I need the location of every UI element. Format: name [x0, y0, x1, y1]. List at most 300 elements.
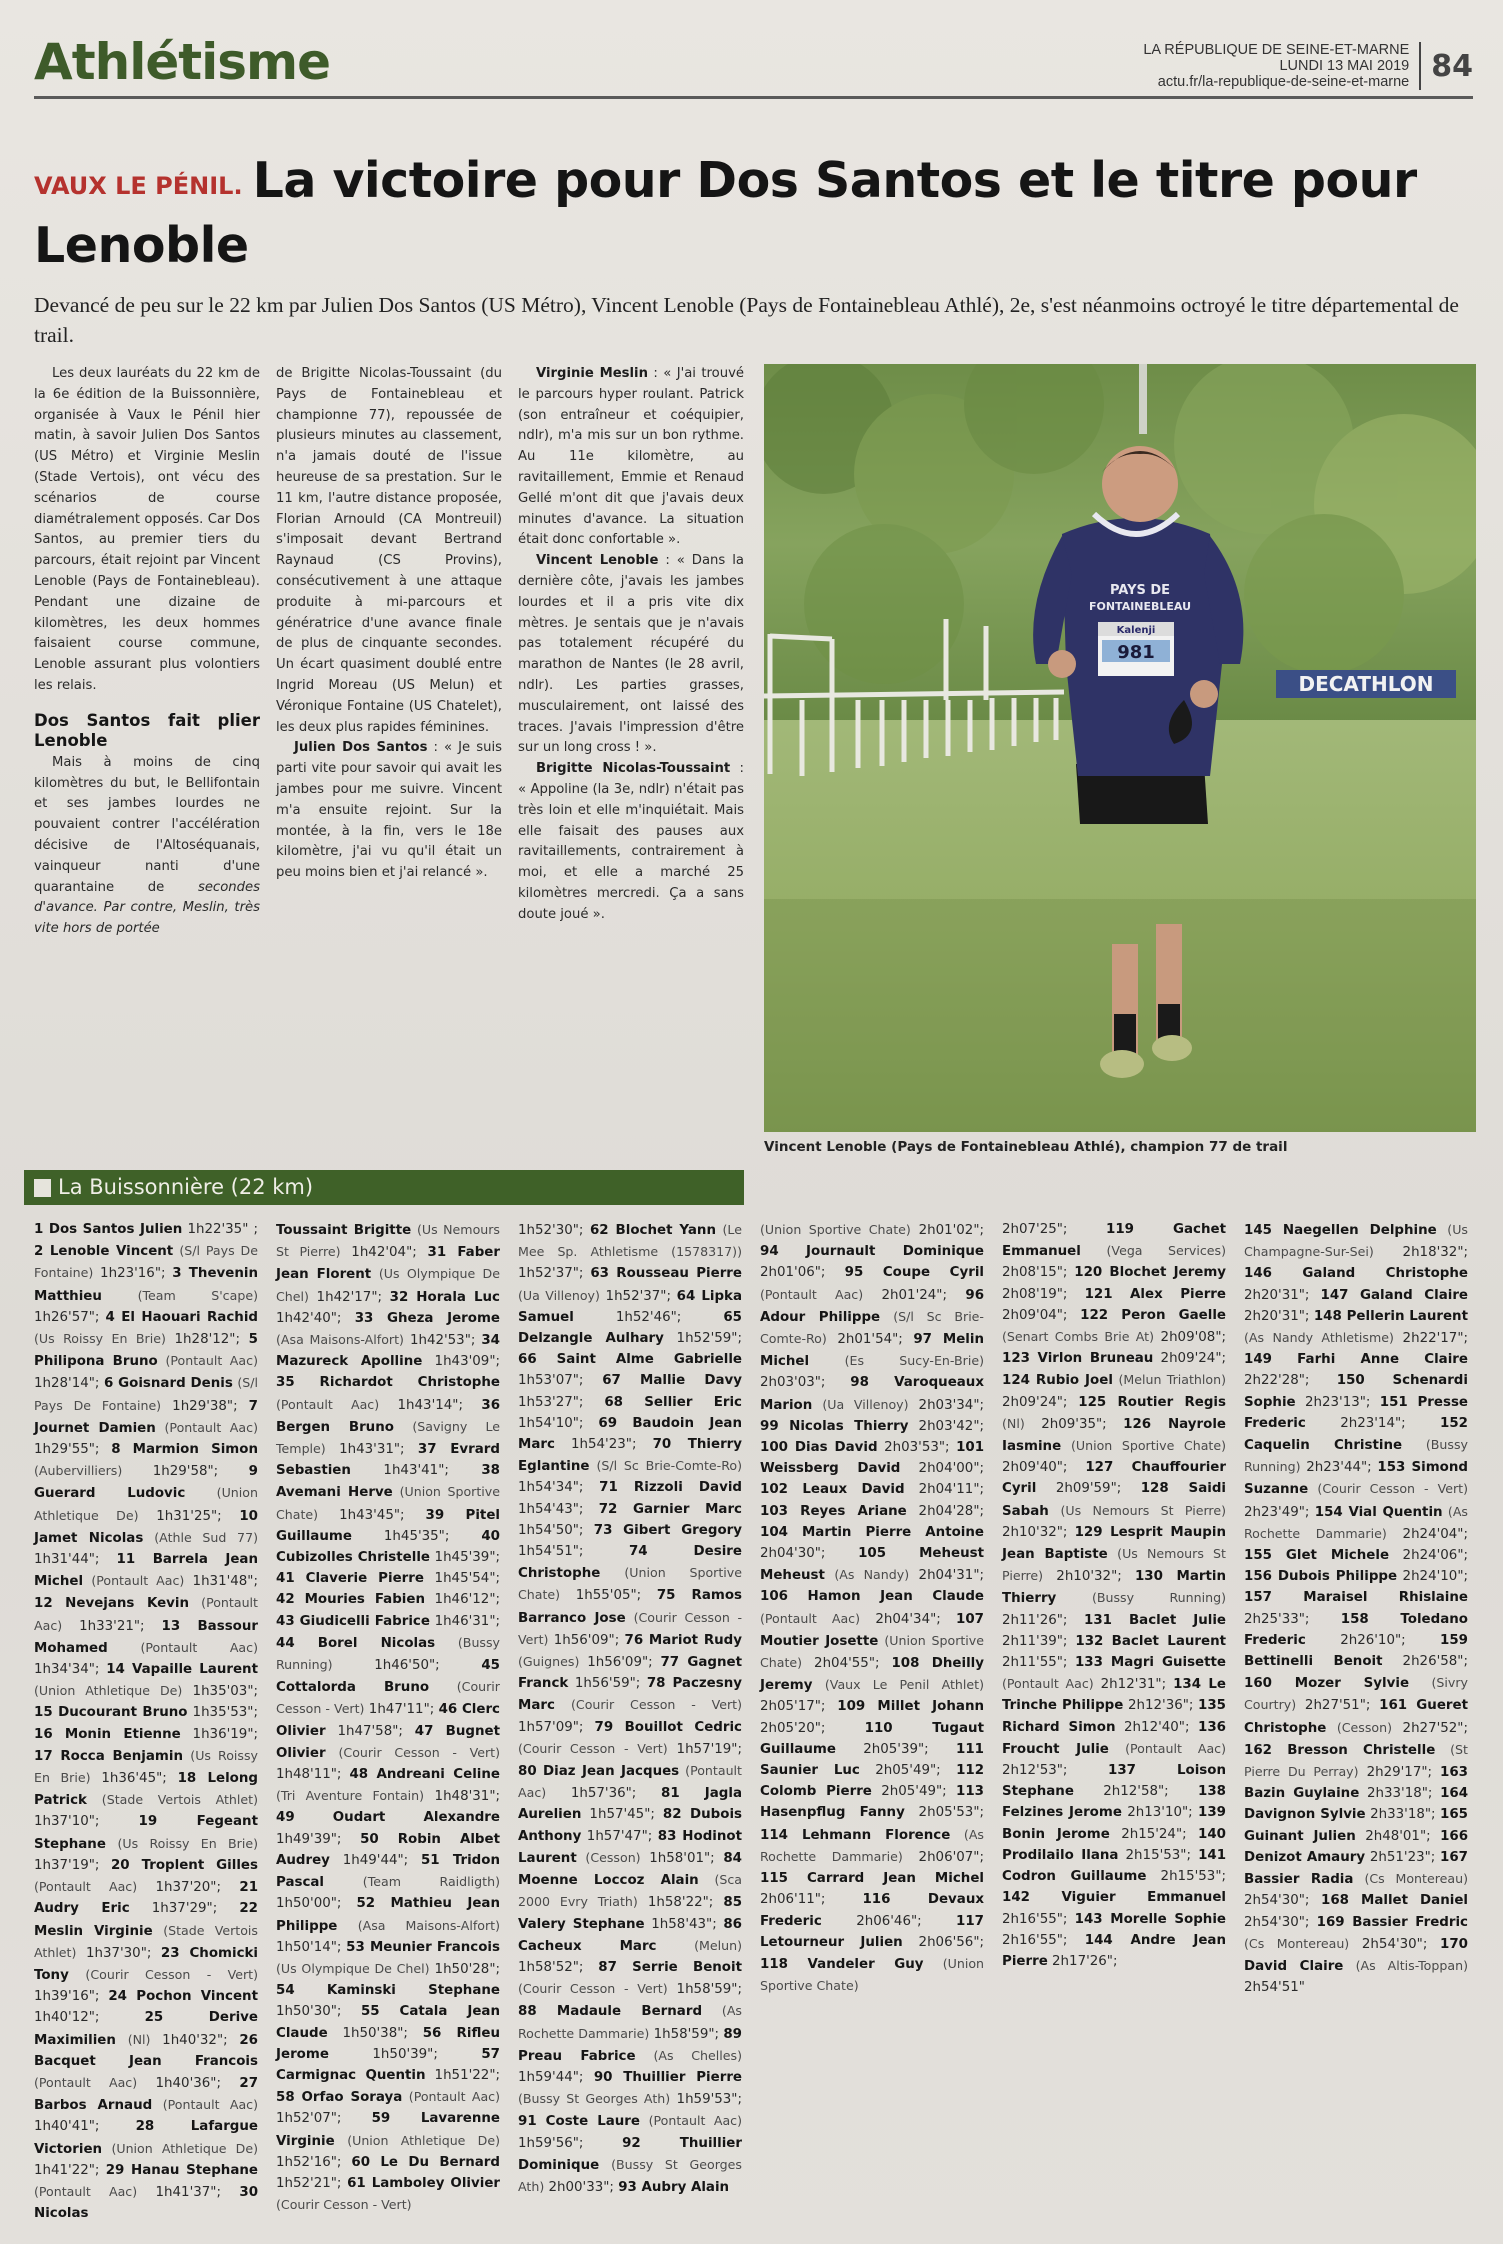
result-runner: 46 Clerc Olivier — [276, 1702, 500, 1739]
article-text-italic: secondes d'avance. Par contre, Meslin, très vite hors de portée — [34, 879, 260, 937]
article-text: Mais à moins de cinq kilomètres du but, le Bellifontain et ses jambes lourdes ne pouvaient contrer l'accélération décisive de l'Altoséquanais, vainqueur nanti d'une quarantaine de — [34, 754, 260, 895]
result-runner: 135 Richard Simon — [1002, 1698, 1226, 1735]
result-runner: 97 Melin Michel — [760, 1332, 984, 1370]
photo-illustration — [764, 364, 1476, 1132]
result-runner: 117 Letourneur Julien — [760, 1913, 984, 1950]
result-runner: 76 Mariot Rudy — [624, 1632, 742, 1648]
result-runner: 14 Vapaille Laurent — [106, 1662, 258, 1678]
result-club: (Union Athletique De) — [34, 1485, 258, 1523]
result-runner: 129 Lesprit Maupin Jean Baptiste — [1002, 1524, 1226, 1563]
publication-date: LUNDI 13 MAI 2019 — [1279, 58, 1410, 74]
result-runner: 130 Martin Thierry — [1002, 1569, 1227, 1607]
result-club: (S/l Sc Brie-Comte-Ro) — [760, 1308, 984, 1347]
result-runner: 71 Rizzoli David — [599, 1480, 742, 1496]
decathlon-banner-text: DECATHLON — [1298, 672, 1434, 696]
result-runner: 1 Dos Santos Julien — [34, 1222, 183, 1237]
result-runner: 54 Kaminski Stephane — [276, 1983, 500, 1999]
quote-text: : « Dans la dernière côte, j'avais les jambes lourdes et il a pris vite dix mètres. Je sentais que je n'avais pas totalement récupéré du marathon de Nantes (le 28 avril, ndlr). Les parties grasses, musculairement, ont laissé des traces. J'avais l'impression d'être sur un long cross ! ». — [518, 553, 744, 756]
result-runner: 11 Barrela Jean Michel — [34, 1552, 258, 1590]
result-runner: 4 El Haouari Rachid — [105, 1309, 258, 1325]
quote-paragraph — [518, 551, 744, 759]
result-runner: 102 Leaux David — [760, 1482, 905, 1498]
result-runner: 81 Jagla Aurelien — [518, 1786, 743, 1823]
bib-sponsor: Kalenji — [1116, 625, 1156, 636]
result-runner: 120 Blochet Jeremy — [1074, 1265, 1226, 1281]
standfirst: Devancé de peu sur le 22 km par Julien Dos Santos (US Métro), Vincent Lenoble (Pays de Fontainebleau Athlé), 2e, s'est néanmoins octroyé le titre départemental de trail. — [34, 293, 1459, 347]
result-runner: 128 Saidi Sabah — [1002, 1481, 1227, 1519]
publication-meta — [1143, 42, 1421, 90]
result-runner: 170 David Claire — [1244, 1936, 1468, 1974]
result-club: (Bussy St Georges Ath) — [518, 2156, 742, 2194]
result-runner: 108 Dheilly Jeremy — [760, 1656, 984, 1694]
result-runner: 84 Moenne Loccoz Alain — [518, 1850, 742, 1889]
result-runner: 69 Baudoin Jean Marc — [518, 1415, 742, 1453]
result-runner: 154 Vial Quentin — [1314, 1504, 1443, 1520]
result-club: (Sivry Courtry) — [1244, 1675, 1468, 1713]
result-runner: 111 Saunier Luc — [760, 1741, 984, 1779]
result-club: (S/l Pays De Fontaine) — [34, 1375, 258, 1413]
result-club: (Us Olympique De Chel) — [276, 1266, 500, 1304]
results-column-5: 2h07'25"; 119 Gachet Emmanuel (Vega Services) 2h08'15"; 120 Blochet Jeremy 2h08'19"; 121 Alex Pierre 2h09'04"; 122 Peron Gaelle (Senart Combs Brie At) 2h09'08"; 123 Virlon Bruneau 2h09'24"; 124 Rubio Joel (Melun Triathlon) 2h09'24"; 125 Routier Regis (Nl) 2h09'35"; 126 Nayrole Iasmine (Union Sportive Chate) 2h09'40"; 127 Chauffourier Cyril 2h09'59"; 128 Saidi Sabah (Us Nemours St Pierre) 2h10'32"; 129 Lesprit Maupin Jean Baptiste (Us Nemours St Pierre) 2h10'32"; 130 Martin Thierry (Bussy Running) 2h11'26"; 131 Baclet Julie 2h11'39"; 132 Baclet Laurent 2h11'55"; 133 Magri Guisette (Pontault Aac) 2h12'31"; 134 Le Trinche Philippe 2h12'36"; 135 Richard Simon 2h12'40"; 136 Froucht Julie (Pontault Aac) 2h12'53"; 137 Loison Stephane 2h12'58"; 138 Felzines Jerome 2h13'10"; 139 Bonin Jerome 2h15'24"; 140 Prodilailo Ilana 2h15'53"; 141 Codron Guillaume 2h15'53"; 142 Viguier Emmanuel 2h16'55"; 143 Morelle Sophie 2h16'55"; 144 Andre Jean Pierre 2h17'26"; — [1002, 1222, 1227, 1969]
page-header — [34, 34, 1473, 99]
result-runner: 74 Desire Christophe — [518, 1544, 742, 1582]
runner-photo — [764, 364, 1476, 1132]
result-club: (Cesson) — [1336, 1719, 1393, 1735]
result-runner: 124 Rubio Joel — [1002, 1373, 1113, 1389]
result-runner: 31 Faber Jean Florent — [276, 1245, 500, 1283]
result-club: (Tri Aventure Fontain) — [276, 1788, 425, 1804]
result-runner: 93 Aubry Alain — [618, 2179, 730, 2195]
result-club: (Bussy Running) — [1244, 1437, 1468, 1475]
result-runner: 159 Bettinelli Benoit — [1244, 1632, 1468, 1670]
result-runner: 149 Farhi Anne Claire — [1244, 1352, 1468, 1368]
result-club: (Pontault Aac) — [34, 2074, 138, 2090]
result-runner: 73 Gibert Gregory — [593, 1522, 742, 1538]
result-club: (As Rochette Dammarie) — [760, 1826, 984, 1864]
result-runner: 146 Galand Christophe — [1244, 1266, 1468, 1282]
result-runner: 43 Giudicelli Fabrice — [276, 1613, 430, 1629]
result-club: (Ua Villenoy) — [518, 1287, 600, 1303]
result-runner: 105 Meheust Meheust — [760, 1546, 984, 1584]
result-club: (As Nandy) — [834, 1567, 910, 1583]
result-runner: 51 Tridon Pascal — [276, 1852, 500, 1891]
result-runner: 13 Bassour Mohamed — [34, 1618, 258, 1656]
result-runner: 116 Devaux Frederic — [760, 1892, 984, 1929]
result-runner: 89 Preau Fabrice — [518, 2026, 742, 2064]
result-club: (Us Nemours St Pierre) — [1002, 1546, 1226, 1584]
article-column-3 — [518, 364, 744, 940]
results-column-1: 1 Dos Santos Julien 1h22'35" ; 2 Lenoble Vincent (S/l Pays De Fontaine) 1h23'16"; 3 Thevenin Matthieu (Team S'cape) 1h26'57"; 4 El Haouari Rachid (Us Roissy En Brie) 1h28'12"; 5 Philipona Bruno (Pontault Aac) 1h28'14"; 6 Goisnard Denis (S/l Pays De Fontaine) 1h29'38"; 7 Journet Damien (Pontault Aac) 1h29'55"; 8 Marmion Simon (Aubervilliers) 1h29'58"; 9 Guerard Ludovic (Union Athletique De) 1h31'25"; 10 Jamet Nicolas (Athle Sud 77) 1h31'44"; 11 Barrela Jean Michel (Pontault Aac) 1h31'48"; 12 Nevejans Kevin (Pontault Aac) 1h33'21"; 13 Bassour Mohamed (Pontault Aac) 1h34'34"; 14 Vapaille Laurent (Union Athletique De) 1h35'03"; 15 Ducourant Bruno 1h35'53"; 16 Monin Etienne 1h36'19"; 17 Rocca Benjamin (Us Roissy En Brie) 1h36'45"; 18 Lelong Patrick (Stade Vertois Athlet) 1h37'10"; 19 Fegeant Stephane (Us Roissy En Brie) 1h37'19"; 20 Troplent Gilles (Pontault Aac) 1h37'20"; 21 Audry Eric 1h37'29"; 22 Meslin Virginie (Stade Vertois Athlet) 1h37'30"; 23 Chomicki Tony (Courir Cesson - Vert) 1h39'16"; 24 Pochon Vincent 1h40'12"; 25 Derive Maximilien (Nl) 1h40'32"; 26 Bacquet Jean Francois (Pontault Aac) 1h40'36"; 27 Barbos Arnaud (Pontault Aac) 1h40'41"; 28 Lafargue Victorien (Union Athletique De) 1h41'22"; 29 Hanau Stephane (Pontault Aac) 1h41'37"; 30 Nicolas — [34, 1222, 259, 2222]
results-title: La Buissonnière (22 km) — [58, 1175, 314, 1199]
result-runner: 99 Nicolas Thierry — [760, 1418, 909, 1434]
quote-text: : « Je suis parti vite pour savoir qui avait les jambes pour me suivre. Vincent m'a ensuite rejoint. Sur la montée, à la fin, vers le 18e kilomètre, j'ai vu qu'il était un peu moins bien et j'ai relancé ». — [276, 740, 502, 881]
result-runner: 28 Lafargue Victorien — [34, 2119, 258, 2157]
result-runner: 126 Nayrole Iasmine — [1002, 1416, 1227, 1455]
result-runner: 119 Gachet Emmanuel — [1002, 1222, 1226, 1260]
result-runner: 30 Nicolas — [34, 2184, 259, 2222]
result-club: (Bussy Running) — [1091, 1590, 1226, 1606]
result-runner: 9 Guerard Ludovic — [34, 1464, 258, 1502]
results-banner — [24, 1170, 744, 1205]
result-club: (Us Roissy En Brie) — [34, 1747, 258, 1786]
result-club: (Cs Montereau) — [1364, 1871, 1468, 1887]
result-runner: 47 Bugnet Olivier — [276, 1723, 500, 1761]
result-club: (Us Olympique De Chel) — [276, 1960, 430, 1976]
result-runner: 169 Bassier Fredric — [1316, 1914, 1468, 1930]
quote-paragraph — [518, 759, 744, 925]
result-club: (Team S'cape) — [137, 1287, 258, 1303]
result-club: (Pontault Aac) — [760, 1286, 864, 1302]
result-runner: 140 Prodilailo Ilana — [1002, 1826, 1226, 1863]
results-columns — [34, 1219, 1473, 2224]
quote-text: : « J'ai trouvé le parcours hyper roulant. Patrick (son entraîneur et coéquipier, ndlr), m'a mis sur un bon rythme. Au 11e kilomètre, au ravitaillement, Emmie et Renaud Gellé m'ont dit que j'avais deux minutes d'avance. La situation était donc confortable ». — [518, 366, 745, 548]
result-club: (As Chelles) — [653, 2047, 743, 2063]
result-runner: 161 Gueret Christophe — [1244, 1698, 1468, 1736]
result-runner: 24 Pochon Vincent — [108, 1989, 258, 2005]
result-runner: 114 Lehmann Florence — [760, 1827, 951, 1843]
result-runner: 96 Adour Philippe — [760, 1287, 985, 1325]
results-column-4: (Union Sportive Chate) 2h01'02"; 94 Journault Dominique 2h01'06"; 95 Coupe Cyril (Pontault Aac) 2h01'24"; 96 Adour Philippe (S/l Sc Brie-Comte-Ro) 2h01'54"; 97 Melin Michel (Es Sucy-En-Brie) 2h03'03"; 98 Varoqueaux Marion (Ua Villenoy) 2h03'34"; 99 Nicolas Thierry 2h03'42"; 100 Dias David 2h03'53"; 101 Weissberg David 2h04'00"; 102 Leaux David 2h04'11"; 103 Reyes Ariane 2h04'28"; 104 Martin Pierre Antoine 2h04'30"; 105 Meheust Meheust (As Nandy) 2h04'31"; 106 Hamon Jean Claude (Pontault Aac) 2h04'34"; 107 Moutier Josette (Union Sportive Chate) 2h04'55"; 108 Dheilly Jeremy (Vaux Le Penil Athlet) 2h05'17"; 109 Millet Johann 2h05'20"; 110 Tugaut Guillaume 2h05'39"; 111 Saunier Luc 2h05'49"; 112 Colomb Pierre 2h05'49"; 113 Hasenpflug Fanny 2h05'53"; 114 Lehmann Florence (As Rochette Dammarie) 2h06'07"; 115 Carrard Jean Michel 2h06'11"; 116 Devaux Frederic 2h06'46"; 117 Letourneur Julien 2h06'56"; 118 Vandeler Guy (Union Sportive Chate) — [760, 1222, 985, 1994]
result-club: (Asa Maisons-Alfort) — [357, 1917, 500, 1933]
result-runner: 32 Horala Luc — [389, 1289, 500, 1305]
result-club: (Pontault Aac) — [34, 2183, 138, 2199]
result-runner: 56 Rifleu Jerome — [276, 2025, 500, 2062]
result-runner: 118 Vandeler Guy — [760, 1956, 924, 1972]
result-runner: 163 Bazin Guylaine — [1244, 1765, 1468, 1802]
article-paragraph — [34, 753, 260, 940]
result-runner: 131 Baclet Julie — [1084, 1612, 1226, 1628]
result-runner: 123 Virlon Bruneau — [1002, 1351, 1154, 1367]
jersey-text-1: PAYS DE — [1109, 583, 1171, 598]
result-runner: 50 Robin Albet Audrey — [276, 1831, 500, 1868]
result-club: (Courir Cesson - Vert) — [276, 2197, 412, 2213]
publication-meta-block — [1143, 42, 1473, 90]
result-runner: 61 Lamboley Olivier — [347, 2175, 501, 2191]
result-club: (St Pierre Du Perray) — [1244, 1741, 1468, 1780]
result-runner: 147 Galand Claire — [1320, 1287, 1468, 1303]
result-runner: 138 Felzines Jerome — [1002, 1784, 1226, 1821]
result-runner: 164 Davignon Sylvie — [1244, 1786, 1469, 1823]
result-runner: 168 Mallet Daniel — [1321, 1893, 1468, 1909]
result-club: (Team Raidligth) — [362, 1874, 500, 1890]
result-runner: 3 Thevenin Matthieu — [34, 1266, 258, 1304]
quote-text: : « Appoline (la 3e, ndlr) n'était pas très loin et elle m'inquiétait. Mais elle faisait des pauses aux ravitaillements, contrairement à moi, et elle a marché 25 kilomètres mercredi. Ça a sans doute joué ». — [518, 761, 744, 922]
pole — [1139, 364, 1147, 434]
result-club: (Us Roissy En Brie) — [34, 1331, 166, 1347]
result-runner: 41 Claverie Pierre — [276, 1571, 424, 1587]
results-column-3: 1h52'30"; 62 Blochet Yann (Le Mee Sp. Athletisme (1578317)) 1h52'37"; 63 Rousseau Pierre (Ua Villenoy) 1h52'37"; 64 Lipka Samuel 1h52'46"; 65 Delzangle Aulhary 1h52'59"; 66 Saint Alme Gabrielle 1h53'07"; 67 Mallie Davy 1h53'27"; 68 Sellier Eric 1h54'10"; 69 Baudoin Jean Marc 1h54'23"; 70 Thierry Eglantine (S/l Sc Brie-Comte-Ro) 1h54'34"; 71 Rizzoli David 1h54'43"; 72 Garnier Marc 1h54'50"; 73 Gibert Gregory 1h54'51"; 74 Desire Christophe (Union Sportive Chate) 1h55'05"; 75 Ramos Barranco Jose (Courir Cesson - Vert) 1h56'09"; 76 Mariot Rudy (Guignes) 1h56'09"; 77 Gagnet Franck 1h56'59"; 78 Paczesny Marc (Courir Cesson - Vert) 1h57'09"; 79 Bouillot Cedric (Courir Cesson - Vert) 1h57'19"; 80 Diaz Jean Jacques (Pontault Aac) 1h57'36"; 81 Jagla Aurelien 1h57'45"; 82 Dubois Anthony 1h57'47"; 83 Hodinot Laurent (Cesson) 1h58'01"; 84 Moenne Loccoz Alain (Sca 2000 Evry Triath) 1h58'22"; 85 Valery Stephane 1h58'43"; 86 Cacheux Marc (Melun) 1h58'52"; 87 Serrie Benoit (Courir Cesson - Vert) 1h58'59"; 88 Madaule Bernard (As Rochette Dammarie) 1h58'59"; 89 Preau Fabrice (As Chelles) 1h59'44"; 90 Thuillier Pierre (Bussy St Georges Ath) 1h59'53"; 91 Coste Laure (Pontault Aac) 1h59'56"; 92 Thuillier Dominique (Bussy St Georges Ath) 2h00'33"; 93 Aubry Alain — [518, 1222, 743, 2195]
result-club: (Sca 2000 Evry Triath) — [518, 1872, 742, 1910]
result-runner: 60 Le Du Bernard — [351, 2154, 500, 2170]
result-club: (S/l Pays De Fontaine) — [34, 1243, 258, 1281]
result-runner: 55 Catala Jean Claude — [276, 2004, 500, 2041]
result-runner: 18 Lelong Patrick — [34, 1771, 259, 1809]
result-club: (Pontault Aac) — [1125, 1740, 1227, 1756]
result-runner: 94 Journault Dominique — [760, 1244, 984, 1260]
result-runner: 106 Hamon Jean Claude — [760, 1589, 984, 1605]
result-runner: 64 Lipka Samuel — [518, 1288, 742, 1325]
result-runner: 45 Cottalorda Bruno — [276, 1658, 500, 1696]
result-runner: 155 Glet Michele — [1244, 1548, 1390, 1564]
quote-speaker: Vincent Lenoble — [536, 553, 659, 569]
result-club: (Aubervilliers) — [34, 1463, 123, 1479]
result-club: (Us Roissy En Brie) — [117, 1835, 258, 1851]
result-club: (Nl) — [1002, 1415, 1025, 1431]
result-club: (Vaux Le Penil Athlet) — [824, 1677, 984, 1693]
result-runner: 34 Mazureck Apolline — [276, 1333, 500, 1370]
result-club: (Union Sportive Chate) — [276, 1484, 500, 1522]
result-club: (S/l Sc Brie-Comte-Ro) — [596, 1458, 742, 1474]
result-runner: 145 Naegellen Delphine — [1244, 1223, 1437, 1238]
quote-paragraph — [518, 364, 744, 551]
result-runner: 6 Goisnard Denis — [103, 1376, 233, 1392]
quote-paragraph — [276, 738, 502, 884]
result-club: (Stade Vertois Athlet) — [101, 1792, 258, 1808]
results-column-6: 145 Naegellen Delphine (Us Champagne-Sur-Sei) 2h18'32"; 146 Galand Christophe 2h20'31"; 147 Galand Claire 2h20'31"; 148 Pellerin Laurent (As Nandy Athletisme) 2h22'17"; 149 Farhi Anne Claire 2h22'28"; 150 Schenardi Sophie 2h23'13"; 151 Presse Frederic 2h23'14"; 152 Caquelin Christine (Bussy Running) 2h23'44"; 153 Simond Suzanne (Courir Cesson - Vert) 2h23'49"; 154 Vial Quentin (As Rochette Dammarie) 2h24'04"; 155 Glet Michele 2h24'06"; 156 Dubois Philippe 2h24'10"; 157 Maraisel Rhislaine 2h25'33"; 158 Toledano Frederic 2h26'10"; 159 Bettinelli Benoit 2h26'58"; 160 Mozer Sylvie (Sivry Courtry) 2h27'51"; 161 Gueret Christophe (Cesson) 2h27'52"; 162 Bresson Christelle (St Pierre Du Perray) 2h29'17"; 163 Bazin Guylaine 2h33'18"; 164 Davignon Sylvie 2h33'18"; 165 Guinant Julien 2h48'01"; 166 Denizot Amaury 2h51'23"; 167 Bassier Radia (Cs Montereau) 2h54'30"; 168 Mallet Daniel 2h54'30"; 169 Bassier Fredric (Cs Montereau) 2h54'30"; 170 David Claire (As Altis-Toppan) 2h54'51" — [1244, 1222, 1469, 1996]
runner-head — [1102, 446, 1178, 522]
result-club: (As Altis-Toppan) — [1355, 1957, 1468, 1973]
result-runner: 90 Thuillier Pierre — [593, 2069, 742, 2085]
result-runner: 79 Bouillot Cedric — [594, 1719, 742, 1735]
result-club: (Melun Triathlon) — [1118, 1372, 1226, 1388]
result-club: (Union Athletique De) — [347, 2132, 500, 2148]
result-club: (Courir Cesson - Vert) — [518, 1740, 668, 1756]
result-club: (Pontault Aac) — [164, 1419, 258, 1435]
article-paragraph: Les deux lauréats du 22 km de la 6e édition de la Buissonnière, organisée à Vaux le Pénil hier matin, à savoir Julien Dos Santos (US Métro) et Virginie Meslin (Stade Vertois), ont vécu des scénarios de course diamétralement opposés. Car Dos Santos, au premier tiers du parcours, était rejoint par Vincent Lenoble (Pays de Fontainebleau). Pendant une dizaine de kilomètres, les deux hommes faisaient course commune, Lenoble assurant plus volontiers les relais. — [34, 366, 260, 693]
result-club: (Courir Cesson - Vert) — [1317, 1481, 1468, 1497]
result-club: (Pontault Aac) — [648, 2113, 742, 2129]
result-runner: 7 Journet Damien — [34, 1398, 258, 1436]
result-club: (Pontault Aac) — [276, 1396, 380, 1412]
result-runner: 59 Lavarenne Virginie — [276, 2111, 500, 2149]
result-runner: 167 Bassier Radia — [1244, 1849, 1468, 1888]
result-runner: Toussaint Brigitte — [276, 1223, 412, 1238]
result-runner: 112 Colomb Pierre — [760, 1763, 985, 1800]
result-runner: 141 Codron Guillaume — [1002, 1847, 1227, 1885]
result-club: (Union Sportive Chate) — [1070, 1438, 1227, 1454]
result-club: (Courir Cesson - Vert) — [85, 1966, 258, 1982]
result-runner: 156 Dubois Philippe — [1244, 1569, 1398, 1585]
result-runner: 162 Bresson Christelle — [1244, 1742, 1436, 1758]
results-section — [34, 1170, 1473, 2224]
publication-name: LA RÉPUBLIQUE DE SEINE-ET-MARNE — [1143, 42, 1410, 58]
result-runner: 67 Mallie Davy — [602, 1373, 742, 1389]
result-runner: 77 Gagnet Franck — [518, 1655, 742, 1692]
result-runner: 8 Marmion Simon — [111, 1442, 258, 1458]
result-club: (Courir Cesson - Vert) — [338, 1744, 500, 1760]
article-row — [34, 364, 1473, 1156]
result-runner: 107 Moutier Josette — [760, 1611, 984, 1649]
result-runner: 15 Ducourant Bruno — [34, 1705, 188, 1721]
result-runner: 144 Andre Jean Pierre — [1002, 1932, 1227, 1969]
result-club: (As Rochette Dammarie) — [518, 2003, 742, 2041]
result-runner: 137 Loison Stephane — [1002, 1763, 1226, 1800]
result-runner: 127 Chauffourier Cyril — [1002, 1460, 1226, 1497]
result-club: (Senart Combs Brie At) — [1002, 1329, 1154, 1345]
result-club: (Pontault Aac) — [140, 1639, 258, 1655]
result-club: (Union Sportive Chate) — [518, 1565, 742, 1603]
result-club: (Melun) — [694, 1937, 742, 1953]
result-runner: 151 Presse Frederic — [1244, 1394, 1469, 1431]
result-runner: 17 Rocca Benjamin — [34, 1748, 183, 1764]
result-club: (Savigny Le Temple) — [276, 1418, 500, 1457]
result-club: (Pontault Aac) — [162, 2097, 258, 2113]
result-runner: 58 Orfao Soraya — [276, 2090, 403, 2106]
result-runner: 39 Pitel Guillaume — [276, 1507, 500, 1544]
result-runner: 48 Andreani Celine — [349, 1767, 500, 1783]
result-runner: 95 Coupe Cyril — [844, 1265, 984, 1281]
result-runner: 29 Hanau Stephane — [105, 2162, 258, 2178]
square-bullet-icon — [34, 1179, 51, 1197]
result-runner: 70 Thierry Eglantine — [518, 1437, 743, 1475]
result-runner: 10 Jamet Nicolas — [34, 1508, 258, 1546]
result-club: (Pontault Aac) — [34, 1879, 138, 1895]
result-runner: 62 Blochet Yann — [589, 1223, 716, 1238]
location-kicker: VAUX LE PÉNIL. — [34, 172, 243, 200]
result-runner: 26 Bacquet Jean Francois — [34, 2032, 258, 2069]
result-runner: 12 Nevejans Kevin — [34, 1596, 190, 1612]
result-runner: 121 Alex Pierre — [1084, 1286, 1226, 1302]
article-paragraph: de Brigitte Nicolas-Toussaint (du Pays de Fontainebleau et championne 77), repoussée de plusieurs minutes au classement, n'a jamais douté de l'issue heureuse de sa prestation. Sur le 11 km, l'autre distance proposée, Florian Arnould (CA Montreuil) s'imposait devant Bertrand Raynaud (CS Provins), consécutivement à une attaque produite à mi-parcours et génératrice d'une avance finale de plus de cinquante secondes. Un écart quasiment doublé entre Ingrid Moreau (US Melun) et Véronique Fontaine (US Chatelet), les deux plus rapides féminines. — [276, 366, 502, 735]
photo-caption: Vincent Lenoble (Pays de Fontainebleau Athlé), champion 77 de trail — [764, 1139, 1288, 1155]
result-runner: 142 Viguier Emmanuel — [1002, 1890, 1226, 1906]
article-columns — [34, 364, 746, 940]
result-runner: 40 Cubizolles Christelle — [276, 1528, 500, 1566]
result-runner: 80 Diaz Jean Jacques — [518, 1764, 680, 1780]
result-runner: 104 Martin Pierre Antoine — [760, 1524, 984, 1540]
result-runner: 66 Saint Alme Gabrielle — [518, 1352, 742, 1368]
result-runner: 68 Sellier Eric — [604, 1394, 742, 1410]
result-runner: 27 Barbos Arnaud — [34, 2075, 259, 2114]
result-runner: 20 Troplent Gilles — [110, 1857, 258, 1873]
result-runner: 75 Ramos Barranco Jose — [518, 1588, 742, 1626]
result-club: (Vega Services) — [1106, 1243, 1226, 1259]
result-club: (Pontault Aac) — [408, 2089, 500, 2105]
result-runner: 86 Cacheux Marc — [518, 1916, 742, 1954]
result-runner: 5 Philipona Bruno — [34, 1332, 258, 1370]
result-runner: 44 Borel Nicolas — [276, 1635, 436, 1651]
result-club: (Union Sportive Chate) — [760, 1222, 911, 1237]
result-club: (As Rochette Dammarie) — [1244, 1503, 1468, 1541]
photo-block — [764, 364, 1476, 1156]
result-runner: 136 Froucht Julie — [1002, 1719, 1226, 1757]
result-club: (Union Athletique De) — [111, 2140, 258, 2156]
result-runner: 122 Peron Gaelle — [1080, 1307, 1226, 1323]
headline: La victoire pour Dos Santos et le titre pour Lenoble — [34, 152, 1417, 274]
result-runner: 42 Mouries Fabien — [276, 1592, 426, 1608]
result-club: (Stade Vertois Athlet) — [34, 1922, 258, 1960]
result-runner: 82 Dubois Anthony — [518, 1807, 742, 1844]
quote-speaker: Julien Dos Santos — [294, 740, 428, 756]
result-runner: 157 Maraisel Rhislaine — [1244, 1590, 1468, 1606]
result-runner: 98 Varoqueaux Marion — [760, 1375, 984, 1413]
result-runner: 83 Hodinot Laurent — [518, 1828, 743, 1866]
result-runner: 150 Schenardi Sophie — [1244, 1373, 1468, 1410]
result-runner: 49 Oudart Alexandre — [276, 1810, 500, 1826]
result-club: (Us Nemours St Pierre) — [1060, 1502, 1226, 1518]
result-runner: 143 Morelle Sophie — [1074, 1911, 1226, 1927]
result-runner: 100 Dias David — [760, 1440, 878, 1456]
result-club: (Courir Cesson - Vert) — [570, 1697, 742, 1713]
result-club: (Bussy St Georges Ath) — [518, 2091, 671, 2107]
result-club: (Pontault Aac) — [165, 1353, 258, 1369]
article-column-1 — [34, 364, 260, 940]
result-club: (Union Sportive Chate) — [760, 1955, 985, 1994]
result-club: (Es Sucy-En-Brie) — [844, 1353, 984, 1369]
result-runner: 101 Weissberg David — [760, 1440, 985, 1477]
result-runner: 65 Delzangle Aulhary — [518, 1309, 742, 1347]
result-runner: 23 Chomicki Tony — [34, 1945, 258, 1983]
result-runner: 72 Garnier Marc — [598, 1501, 742, 1517]
result-runner: 134 Le Trinche Philippe — [1002, 1677, 1226, 1714]
result-runner: 25 Derive Maximilien — [34, 2010, 258, 2048]
result-club: (Pontault Aac) — [760, 1610, 861, 1626]
result-runner: 22 Meslin Virginie — [34, 1901, 258, 1939]
result-runner: 103 Reyes Ariane — [760, 1503, 907, 1519]
result-runner: 85 Valery Stephane — [518, 1895, 743, 1932]
result-runner: 166 Denizot Amaury — [1244, 1828, 1469, 1865]
result-runner: 132 Baclet Laurent — [1075, 1633, 1227, 1649]
result-runner: 87 Serrie Benoit — [598, 1959, 743, 1975]
result-club: (Asa Maisons-Alfort) — [276, 1332, 404, 1348]
result-runner: 165 Guinant Julien — [1244, 1807, 1468, 1844]
result-runner: 113 Hasenpflug Fanny — [760, 1784, 984, 1821]
result-runner: 63 Rousseau Pierre — [590, 1266, 742, 1282]
result-club: (Bussy Running) — [276, 1634, 501, 1673]
result-club: (As Nandy Athletisme) — [1244, 1330, 1394, 1346]
result-runner: 88 Madaule Bernard — [518, 2004, 703, 2020]
result-runner: 139 Bonin Jerome — [1002, 1805, 1226, 1842]
result-runner: 36 Bergen Bruno — [276, 1397, 501, 1435]
result-runner: 37 Evrard Sebastien — [276, 1442, 500, 1479]
result-runner: 35 Richardot Christophe — [276, 1375, 500, 1391]
result-runner: 52 Mathieu Jean Philippe — [276, 1896, 500, 1934]
result-runner: 115 Carrard Jean Michel — [760, 1871, 984, 1887]
result-club: (Pontault Aac) — [91, 1573, 185, 1589]
bib-number: 981 — [1117, 642, 1155, 663]
result-runner: 133 Magri Guisette — [1074, 1655, 1227, 1671]
result-runner: 109 Millet Johann — [837, 1699, 985, 1715]
result-club: (Guignes) — [518, 1654, 580, 1670]
result-club: (Pontault Aac) — [518, 1763, 742, 1801]
quote-speaker: Virginie Meslin — [536, 366, 648, 381]
page-number: 84 — [1431, 48, 1473, 84]
article-column-2 — [276, 364, 502, 940]
result-club: (Nl) — [127, 2031, 151, 2047]
result-club: (Courir Cesson - Vert) — [276, 1679, 500, 1717]
result-runner: 78 Paczesny Marc — [518, 1676, 742, 1714]
result-runner: 57 Carmignac Quentin — [276, 2046, 500, 2083]
result-club: (Athle Sud 77) — [154, 1529, 258, 1545]
result-runner: 53 Meunier Francois — [346, 1939, 500, 1955]
result-runner: 16 Monin Etienne — [34, 1726, 181, 1742]
publication-website[interactable]: actu.fr/la-republique-de-seine-et-marne — [1157, 74, 1410, 90]
result-club: (Us Champagne-Sur-Sei) — [1244, 1222, 1468, 1260]
result-club: (Ua Villenoy) — [822, 1396, 909, 1412]
result-club: (Cs Montereau) — [1244, 1935, 1350, 1951]
result-runner: 160 Mozer Sylvie — [1244, 1676, 1410, 1692]
result-runner: 110 Tugaut Guillaume — [760, 1720, 984, 1757]
result-runner: 38 Avemani Herve — [276, 1463, 500, 1501]
result-club: (Pontault Aac) — [1002, 1676, 1094, 1692]
result-runner: 125 Routier Regis — [1078, 1394, 1226, 1410]
result-club: (Courir Cesson - Vert) — [518, 1609, 742, 1647]
result-club: (Union Sportive Chate) — [760, 1632, 985, 1671]
headline-block — [34, 151, 1473, 276]
result-runner: 152 Caquelin Christine — [1244, 1415, 1468, 1454]
result-runner: 158 Toledano Frederic — [1244, 1611, 1468, 1648]
result-club: (Courir Cesson - Vert) — [518, 1981, 668, 1997]
